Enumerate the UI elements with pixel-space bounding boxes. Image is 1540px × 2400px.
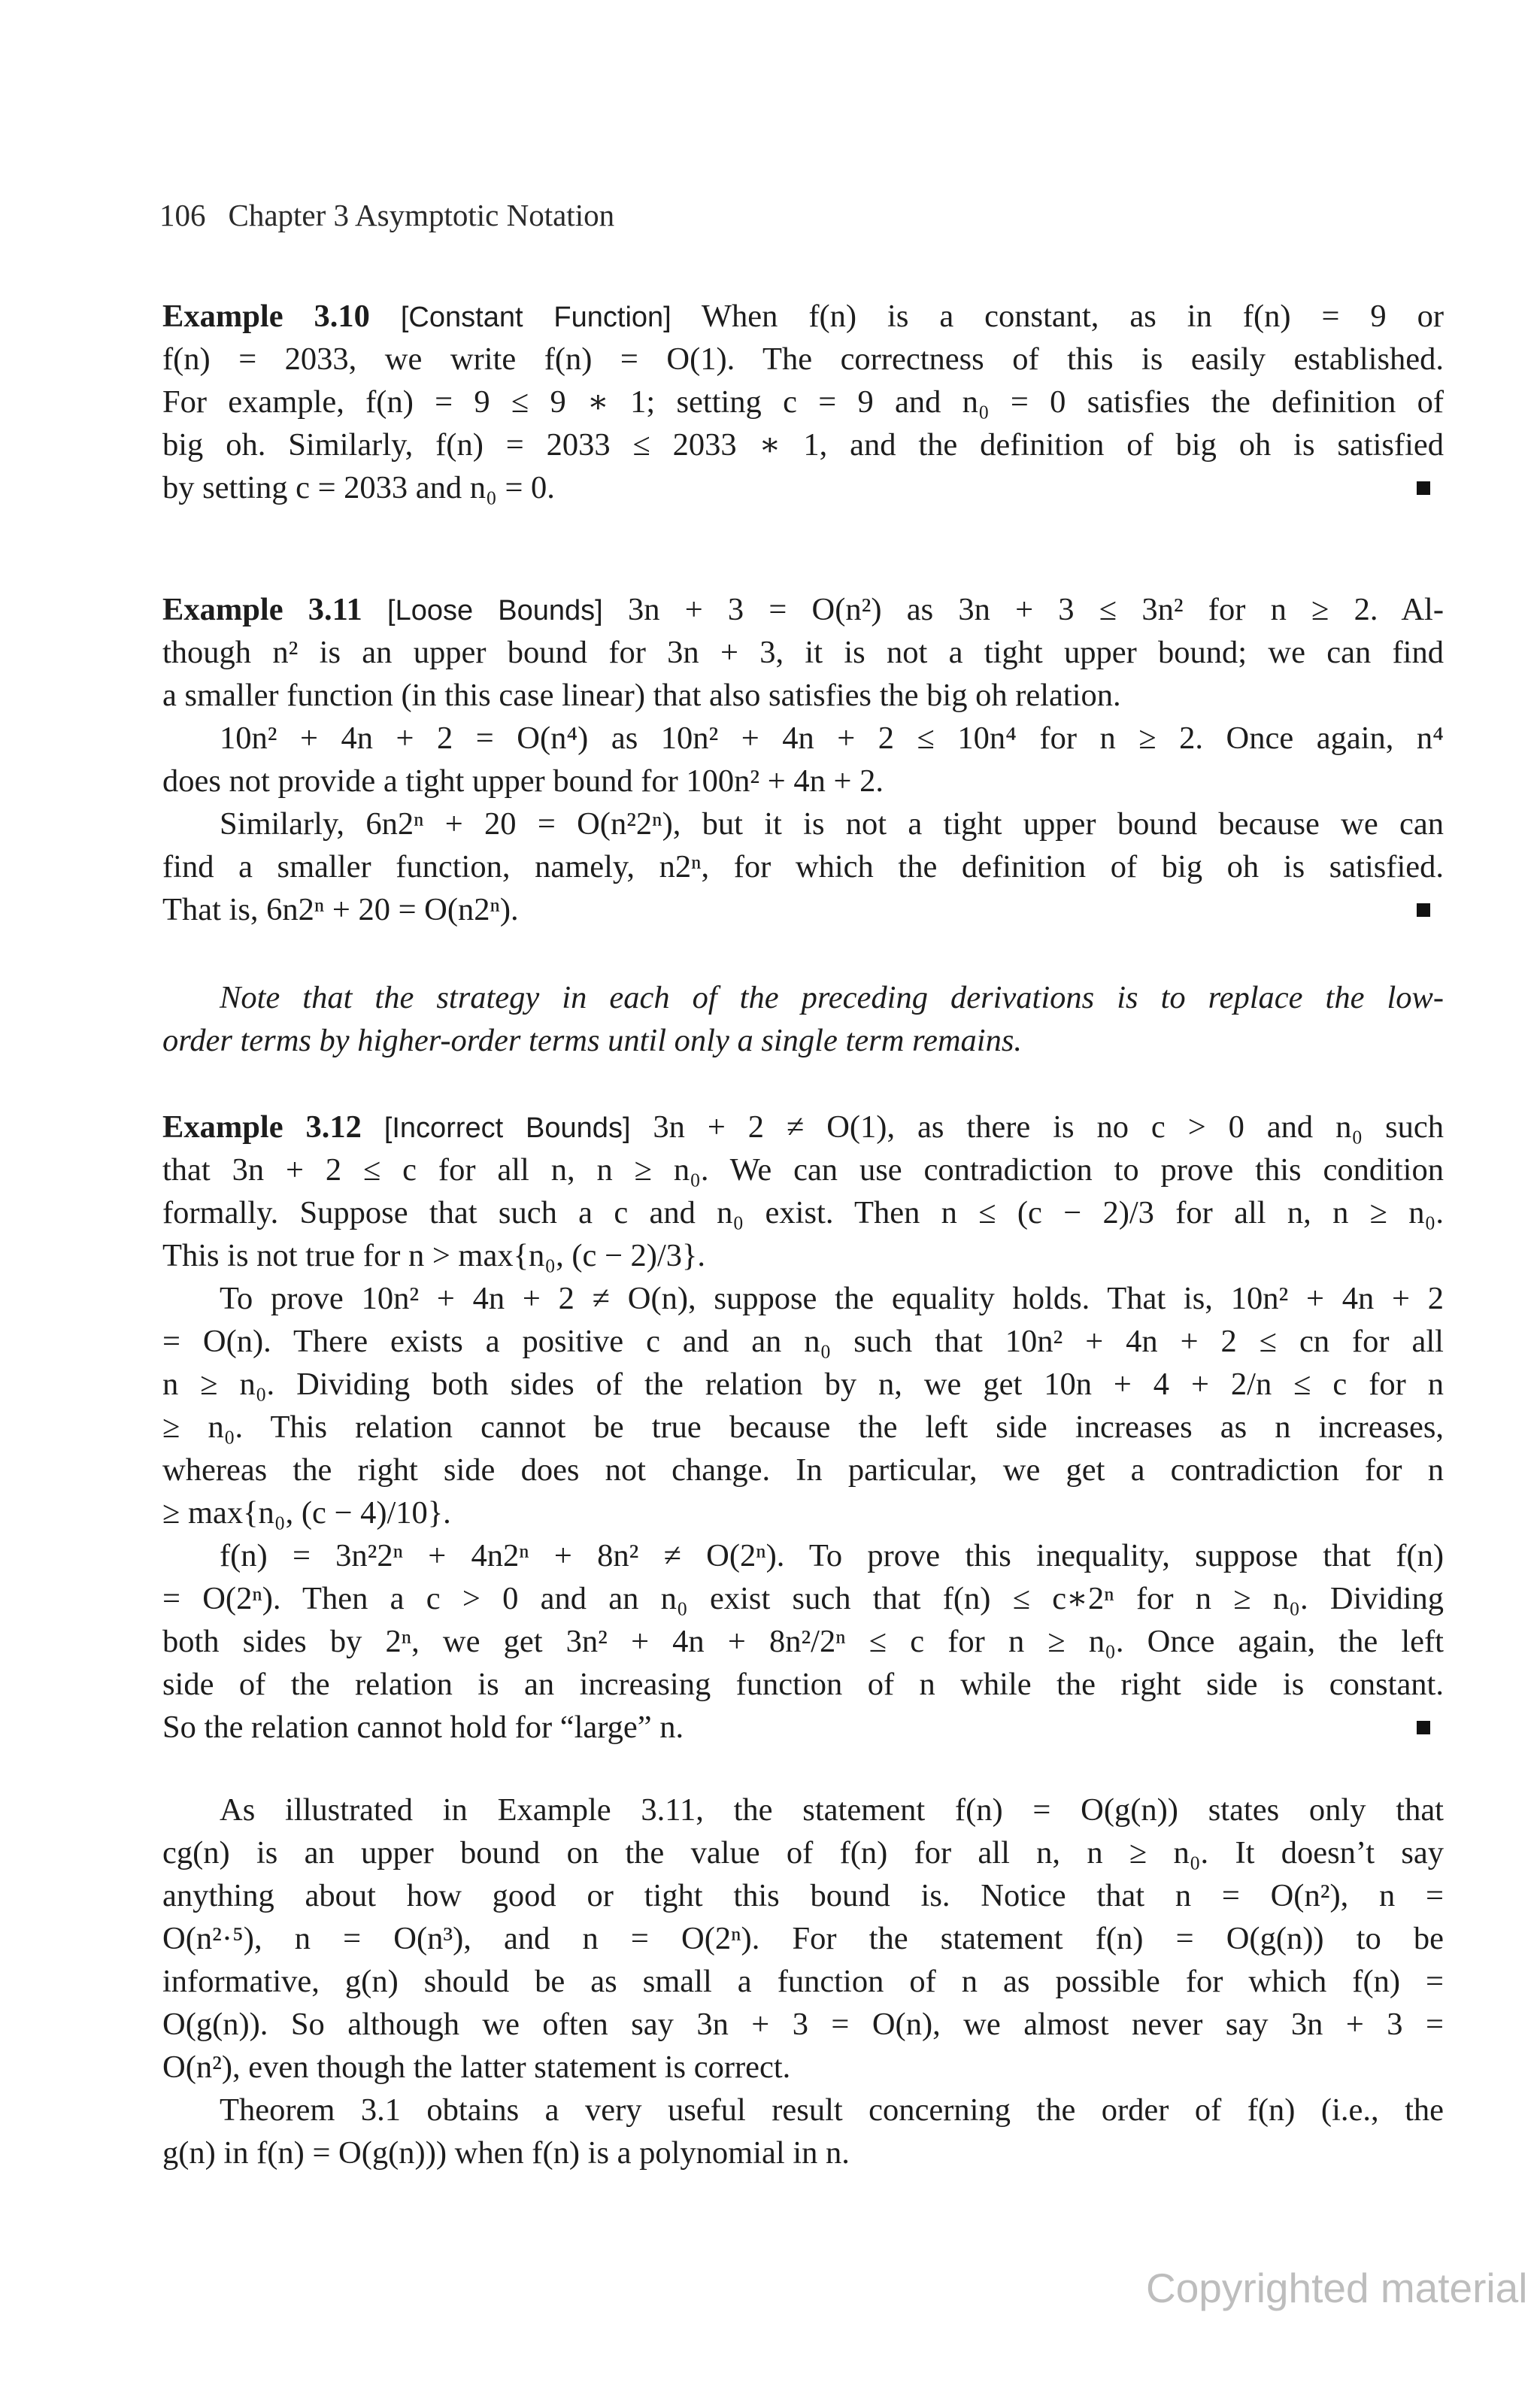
end-of-example-mark: [1417, 903, 1430, 917]
paragraph-line: whereas the right side does not change. In particular, we get a contradiction for n: [162, 1452, 1444, 1488]
paragraph-line: side of the relation is an increasing function of n while the right side is constant.: [162, 1667, 1444, 1702]
example-label: Example 3.11: [162, 592, 362, 627]
chapter-title: Chapter 3 Asymptotic Notation: [228, 198, 615, 232]
paragraph-line: big oh. Similarly, f(n) = 2033 ≤ 2033 ∗ 1, and the definition of big oh is satisfied: [162, 427, 1444, 463]
paragraph-line: Similarly, 6n2ⁿ + 20 = O(n²2ⁿ), but it is not a tight upper bound because we can: [220, 806, 1444, 842]
paragraph-line: a smaller function (in this case linear) that also satisfies the big oh relation.: [162, 678, 1121, 713]
example-tag: [Loose Bounds]: [387, 595, 603, 627]
paragraph-line: To prove 10n² + 4n + 2 ≠ O(n), suppose the equality holds. That is, 10n² + 4n + 2: [220, 1281, 1444, 1316]
paragraph-line: ≥ n₀. This relation cannot be true because the left side increases as n increases,: [162, 1409, 1444, 1445]
paragraph-line: both sides by 2ⁿ, we get 3n² + 4n + 8n²/2ⁿ ≤ c for n ≥ n₀. Once again, the left: [162, 1624, 1444, 1659]
running-header: [159, 197, 614, 233]
paragraph-line: cg(n) is an upper bound on the value of f(n) for all n, n ≥ n₀. It doesn’t say: [162, 1835, 1444, 1871]
paragraph-line: That is, 6n2ⁿ + 20 = O(n2ⁿ).: [162, 892, 519, 927]
paragraph-line: Theorem 3.1 obtains a very useful result concerning the order of f(n) (i.e., the: [220, 2092, 1444, 2128]
paragraph-line: O(n²·⁵), n = O(n³), and n = O(2ⁿ). For the statement f(n) = O(g(n)) to be: [162, 1921, 1444, 1956]
example-3-12: [162, 1106, 1444, 1749]
paragraph-line: O(n²), even though the latter statement is correct.: [162, 2050, 791, 2085]
paragraph-line: order terms by higher-order terms until only a single term remains.: [162, 1023, 1022, 1058]
copyright-watermark: Copyrighted material: [1146, 2265, 1528, 2311]
paragraph-line: 10n² + 4n + 2 = O(n⁴) as 10n² + 4n + 2 ≤ 10n⁴ for n ≥ 2. Once again, n⁴: [220, 721, 1444, 756]
paragraph-line: = O(2ⁿ). Then a c > 0 and an n₀ exist such that f(n) ≤ c∗2ⁿ for n ≥ n₀. Dividing: [162, 1581, 1444, 1616]
closing-paragraph: [162, 1789, 1444, 2174]
paragraph-line: informative, g(n) should be as small a function of n as possible for which f(n) =: [162, 1964, 1444, 1999]
example-3-11: [162, 588, 1444, 931]
paragraph-line: Note that the strategy in each of the preceding derivations is to replace the low-: [220, 980, 1444, 1015]
paragraph-line: 3n + 3 = O(n²) as 3n + 3 ≤ 3n² for n ≥ 2. Al-: [602, 592, 1445, 627]
paragraph-line: by setting c = 2033 and n₀ = 0.: [162, 470, 555, 505]
paragraph-line: f(n) = 3n²2ⁿ + 4n2ⁿ + 8n² ≠ O(2ⁿ). To prove this inequality, suppose that f(n): [220, 1538, 1444, 1573]
paragraph-line: This is not true for n > max{n₀, (c − 2)/3}.: [162, 1238, 706, 1273]
paragraph-line: ≥ max{n₀, (c − 4)/10}.: [162, 1495, 451, 1531]
paragraph-line: formally. Suppose that such a c and n₀ exist. Then n ≤ (c − 2)/3 for all n, n ≥ n₀.: [162, 1195, 1444, 1230]
paragraph-line: g(n) in f(n) = O(g(n))) when f(n) is a polynomial in n.: [162, 2135, 850, 2171]
example-tag: [Incorrect Bounds]: [383, 1112, 631, 1144]
strategy-note: [162, 976, 1444, 1062]
paragraph-line: O(g(n)). So although we often say 3n + 3 = O(n), we almost never say 3n + 3 =: [162, 2007, 1444, 2042]
paragraph-line: f(n) = 2033, we write f(n) = O(1). The correctness of this is easily established.: [162, 341, 1444, 377]
page-number: 106: [159, 198, 206, 232]
paragraph-line: 3n + 2 ≠ O(1), as there is no c > 0 and n₀ such: [630, 1109, 1444, 1145]
paragraph-line: = O(n). There exists a positive c and an n₀ such that 10n² + 4n + 2 ≤ cn for all: [162, 1324, 1444, 1359]
example-label: Example 3.10: [162, 299, 370, 334]
end-of-example-mark: [1417, 1721, 1430, 1734]
paragraph-line: As illustrated in Example 3.11, the statement f(n) = O(g(n)) states only that: [220, 1792, 1444, 1828]
paragraph-line: that 3n + 2 ≤ c for all n, n ≥ n₀. We can use contradiction to prove this condition: [162, 1152, 1444, 1188]
paragraph-line: though n² is an upper bound for 3n + 3, it is not a tight upper bound; we can find: [162, 635, 1444, 670]
end-of-example-mark: [1417, 481, 1430, 495]
paragraph-line: When f(n) is a constant, as in f(n) = 9 or: [671, 299, 1445, 334]
paragraph-line: n ≥ n₀. Dividing both sides of the relation by n, we get 10n + 4 + 2/n ≤ c for n: [162, 1367, 1444, 1402]
paragraph-line: For example, f(n) = 9 ≤ 9 ∗ 1; setting c = 9 and n₀ = 0 satisfies the definition of: [162, 384, 1444, 420]
example-tag: [Constant Function]: [400, 302, 671, 333]
paragraph-line: So the relation cannot hold for “large” n.: [162, 1710, 684, 1745]
paragraph-line: anything about how good or tight this bound is. Notice that n = O(n²), n =: [162, 1878, 1444, 1913]
paragraph-line: find a smaller function, namely, n2ⁿ, for which the definition of big oh is satisfied.: [162, 849, 1444, 884]
paragraph-line: does not provide a tight upper bound for 100n² + 4n + 2.: [162, 763, 884, 799]
example-3-10: [162, 295, 1444, 509]
example-label: Example 3.12: [162, 1109, 362, 1145]
